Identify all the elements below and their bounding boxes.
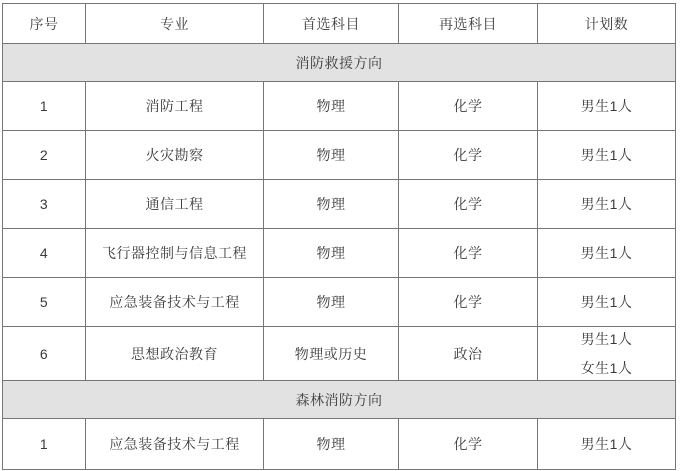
plan-line-female: 女生1人 (580, 360, 633, 376)
cell-second-subject: 化学 (399, 180, 538, 229)
cell-no: 6 (3, 327, 86, 381)
cell-major: 应急装备技术与工程 (86, 419, 264, 470)
table-header-row (3, 4, 676, 44)
cell-plan: 男生1人 (538, 131, 676, 180)
cell-first-subject: 物理 (264, 278, 399, 327)
header-second-subject: 再选科目 (399, 4, 538, 44)
admission-plan-table (2, 3, 676, 470)
cell-no: 4 (3, 229, 86, 278)
table-row (3, 82, 676, 131)
cell-major: 火灾勘察 (86, 131, 264, 180)
cell-second-subject: 化学 (399, 82, 538, 131)
cell-plan: 男生1人 (538, 419, 676, 470)
cell-first-subject: 物理 (264, 419, 399, 470)
cell-second-subject: 化学 (399, 278, 538, 327)
section-header-row (3, 381, 676, 419)
cell-no: 5 (3, 278, 86, 327)
cell-plan: 男生1人 (538, 278, 676, 327)
cell-major: 应急装备技术与工程 (86, 278, 264, 327)
plan-multiline (538, 327, 675, 380)
table-row (3, 327, 676, 381)
cell-major: 消防工程 (86, 82, 264, 131)
cell-major: 飞行器控制与信息工程 (86, 229, 264, 278)
table-row (3, 131, 676, 180)
section-header-row (3, 44, 676, 82)
cell-first-subject: 物理 (264, 131, 399, 180)
cell-second-subject: 政治 (399, 327, 538, 381)
cell-no: 2 (3, 131, 86, 180)
header-major: 专业 (86, 4, 264, 44)
cell-first-subject: 物理 (264, 82, 399, 131)
plan-line-male: 男生1人 (580, 331, 633, 347)
cell-major: 通信工程 (86, 180, 264, 229)
cell-no: 1 (3, 82, 86, 131)
table-row (3, 229, 676, 278)
cell-plan: 男生1人 (538, 180, 676, 229)
cell-plan: 男生1人 (538, 82, 676, 131)
cell-no: 3 (3, 180, 86, 229)
table-row (3, 419, 676, 470)
cell-first-subject: 物理 (264, 229, 399, 278)
cell-first-subject: 物理 (264, 180, 399, 229)
admission-plan-table-container (2, 3, 676, 470)
cell-no: 1 (3, 419, 86, 470)
header-no: 序号 (3, 4, 86, 44)
cell-second-subject: 化学 (399, 229, 538, 278)
section-title: 消防救援方向 (3, 44, 676, 82)
table-row (3, 278, 676, 327)
header-first-subject: 首选科目 (264, 4, 399, 44)
cell-second-subject: 化学 (399, 419, 538, 470)
header-plan: 计划数 (538, 4, 676, 44)
cell-plan: 男生1人 (538, 229, 676, 278)
cell-second-subject: 化学 (399, 131, 538, 180)
cell-plan (538, 327, 676, 381)
section-title: 森林消防方向 (3, 381, 676, 419)
table-row (3, 180, 676, 229)
cell-first-subject: 物理或历史 (264, 327, 399, 381)
cell-major: 思想政治教育 (86, 327, 264, 381)
